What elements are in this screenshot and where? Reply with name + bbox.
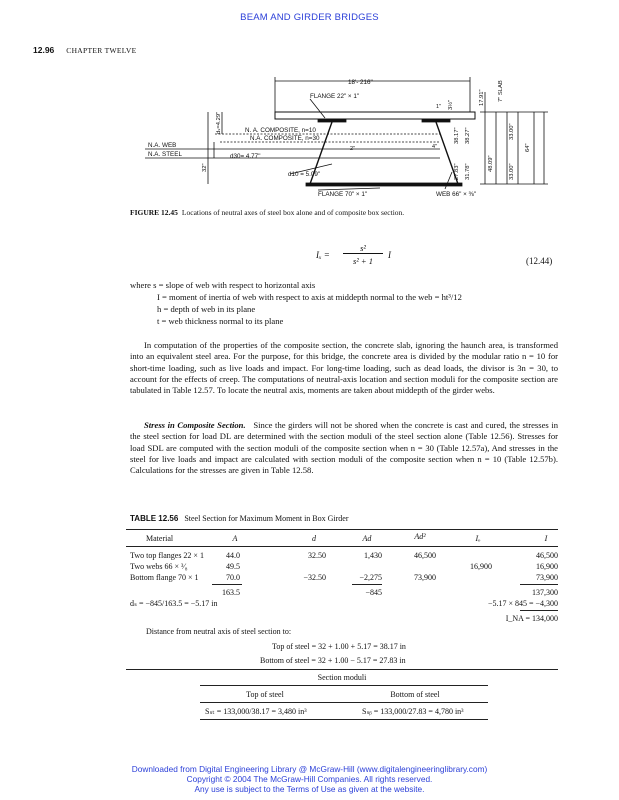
fig-label-dim-3178: 31.78" <box>465 163 471 180</box>
fig-label-na-web: N.A. WEB <box>148 142 177 149</box>
table-moduli-bottom-heading: Bottom of steel <box>390 690 440 699</box>
fig-label-dim-3817: 38.17" <box>454 127 460 144</box>
fig-label-dim-2783: 27.83" <box>454 163 460 180</box>
fig-label-top-flange: FLANGE 22" × 1" <box>310 93 360 100</box>
table-correction: −5.17 × 845 = −4,300 <box>487 599 558 608</box>
fig-label-overall-width: 18'- 216" <box>348 79 373 86</box>
fig-label-dim-64: 64" <box>525 143 531 152</box>
fig-label-d30: d30= 4.77" <box>230 153 261 160</box>
table-row-3-material: Bottom flange 70 × 1 <box>130 573 199 582</box>
equation-rhs: I <box>388 250 391 260</box>
table-header-d: d <box>312 534 316 543</box>
fig-label-dim-4: 4" <box>432 144 438 150</box>
table-row-1-d: 32.50 <box>308 551 326 560</box>
download-footer <box>0 764 619 794</box>
table-ds-line: dₛ = −845/163.5 = −5.17 in <box>130 599 218 608</box>
table-label: TABLE 12.56 <box>130 514 179 523</box>
table-bottom-distance: Bottom of steel = 32 + 1.00 − 5.17 = 27.83 in <box>260 656 406 665</box>
where-i: I = moment of inertia of web with respect to axis at middepth normal to the web = ht³/12 <box>157 292 462 302</box>
where-s: where s = slope of web with respect to horizontal axis <box>130 280 316 290</box>
table-distance-label: Distance from neutral axis of steel section to: <box>146 627 292 636</box>
table-row-3-a: 70.0 <box>226 573 240 582</box>
paragraph-stress-body: Since the girders will not be shored when the concrete is cast and cured, the stresses in the steel section for load DL are determined with the section moduli of the steel section alone (Table 12.56). Stresses for load SDL are computed with the section moduli of the composite section when n = 30 (Table 12.57a), And stresses in the steel for live loads and impact are calculated with section moduli of the composite section when n = 10 (Table 12.57b). Calculations for the stresses are given in Table 12.58. <box>130 420 558 476</box>
figure-caption-label: FIGURE 12.45 <box>130 208 178 217</box>
figure-caption <box>130 208 404 217</box>
where-t: t = web thickness normal to its plane <box>157 316 284 326</box>
figure-caption-text: Locations of neutral axes of steel box alone and of composite box section. <box>181 208 405 217</box>
fig-label-slab: 7" SLAB <box>498 80 504 102</box>
table-row-1-ad: 1,430 <box>364 551 382 560</box>
table-header-io: Iₒ <box>475 534 481 543</box>
table-row-2-material: Two webs 66 × ³⁄₈ <box>130 562 188 571</box>
fig-label-na-composite-30: N.A. COMPOSITE, n=30 <box>250 135 320 142</box>
footer-line-2: Copyright © 2004 The McGraw-Hill Companies. All rights reserved. <box>186 774 433 784</box>
equation-numerator: s² <box>343 243 383 254</box>
table-moduli-heading: Section moduli <box>317 673 367 682</box>
fig-label-na-composite-10: N. A. COMPOSITE, n=10 <box>245 127 316 134</box>
table-row-2-i: 16,900 <box>536 562 558 571</box>
table-caption <box>130 514 349 523</box>
fig-label-web: WEB 66" × ⅜" <box>436 191 476 198</box>
fig-label-dim-3300b: 33.00" <box>509 163 515 180</box>
fig-label-na-steel: N.A. STEEL <box>148 151 182 158</box>
table-title: Steel Section for Maximum Moment in Box Girder <box>184 514 349 523</box>
page-number: 12.96 <box>33 45 55 55</box>
table-row-3-d: −32.50 <box>303 573 326 582</box>
table-moduli-top-heading: Top of steel <box>246 690 284 699</box>
fig-label-ds: dₛ=4.29" <box>216 111 222 134</box>
fig-label-dim-3827: 38.27" <box>465 127 471 144</box>
fig-label-dim-4809: 48.09" <box>488 155 494 172</box>
fig-label-d10: d10 = 5.09" <box>288 171 321 178</box>
table-sb: Sₛᵦ = 133,000/27.83 = 4,780 in³ <box>362 707 464 716</box>
table-top-distance: Top of steel = 32 + 1.00 + 5.17 = 38.17 in <box>272 642 406 651</box>
equation-lhs: Iₓ = <box>316 250 330 260</box>
equation-number: (12.44) <box>526 256 553 266</box>
table-row-3-i: 73,900 <box>536 573 558 582</box>
table-row-1-i: 46,500 <box>536 551 558 560</box>
table-row-2-io: 16,900 <box>470 562 492 571</box>
fig-label-haunch: 1" <box>436 104 442 110</box>
table-total-i: 137,300 <box>532 588 558 597</box>
running-title: BEAM AND GIRDER BRIDGES <box>240 12 379 23</box>
where-h: h = depth of web in its plane <box>157 304 256 314</box>
fig-label-dim-1791: 17.91" <box>479 89 485 106</box>
footer-line-3: Any use is subject to the Terms of Use as given at the website. <box>194 784 425 794</box>
paragraph-stress-composite <box>130 420 558 476</box>
table-row-1-a: 44.0 <box>226 551 240 560</box>
table-header-a: A <box>232 534 238 543</box>
chapter-title: CHAPTER TWELVE <box>66 46 137 55</box>
equation-denominator: s² + 1 <box>352 256 374 266</box>
fig-label-dim-2: 2" <box>350 146 356 152</box>
box-girder-figure <box>140 72 560 207</box>
paragraph-stress-heading: Stress in Composite Section. <box>144 420 246 430</box>
table-total-a: 163.5 <box>222 588 240 597</box>
table-st: Sₛₜ = 133,000/38.17 = 3,480 in³ <box>205 707 307 716</box>
footer-line-1[interactable]: Downloaded from Digital Engineering Library @ McGraw-Hill (www.digitalengineeringlibrary.com) <box>131 764 488 774</box>
table-header-ad2: Ad² <box>414 532 426 541</box>
fig-label-dim-32: 32" <box>202 163 208 172</box>
fig-label-bottom-flange: FLANGE 70" × 1" <box>318 191 368 198</box>
table-row-2-a: 49.5 <box>226 562 240 571</box>
fig-label-dim-3300a: 33.00" <box>509 123 515 140</box>
fig-label-dim-3-5: 3½" <box>448 99 454 110</box>
table-header-ad: Ad <box>362 534 372 543</box>
table-row-3-ad2: 73,900 <box>414 573 436 582</box>
table-ina: I_NA = 134,000 <box>505 614 558 623</box>
table-header-i: I <box>544 534 548 543</box>
table-row-3-ad: −2,275 <box>359 573 382 582</box>
paragraph-composite-properties: In computation of the properties of the composite section, the concrete slab, ignoring the haunch area, is transformed into an equivalent steel area. For the purpose, for this bridge, the concrete area is divided by the modular ratio n = 10 for short-time loading, such as live loads and impact. For long-time loading, such as dead loads, the divisor is 3n = 30, to account for the effects of creep. The computations of neutral-axis location and section moduli for the composite section are tabulated in Table 12.57. To locate the neutral axis, moments are taken about middepth of the girder webs. <box>130 340 558 396</box>
table-total-ad: −845 <box>365 588 382 597</box>
table-row-1-ad2: 46,500 <box>414 551 436 560</box>
table-header-material: Material <box>146 534 174 543</box>
page-header <box>33 45 137 55</box>
table-row-1-material: Two top flanges 22 × 1 <box>130 551 204 560</box>
